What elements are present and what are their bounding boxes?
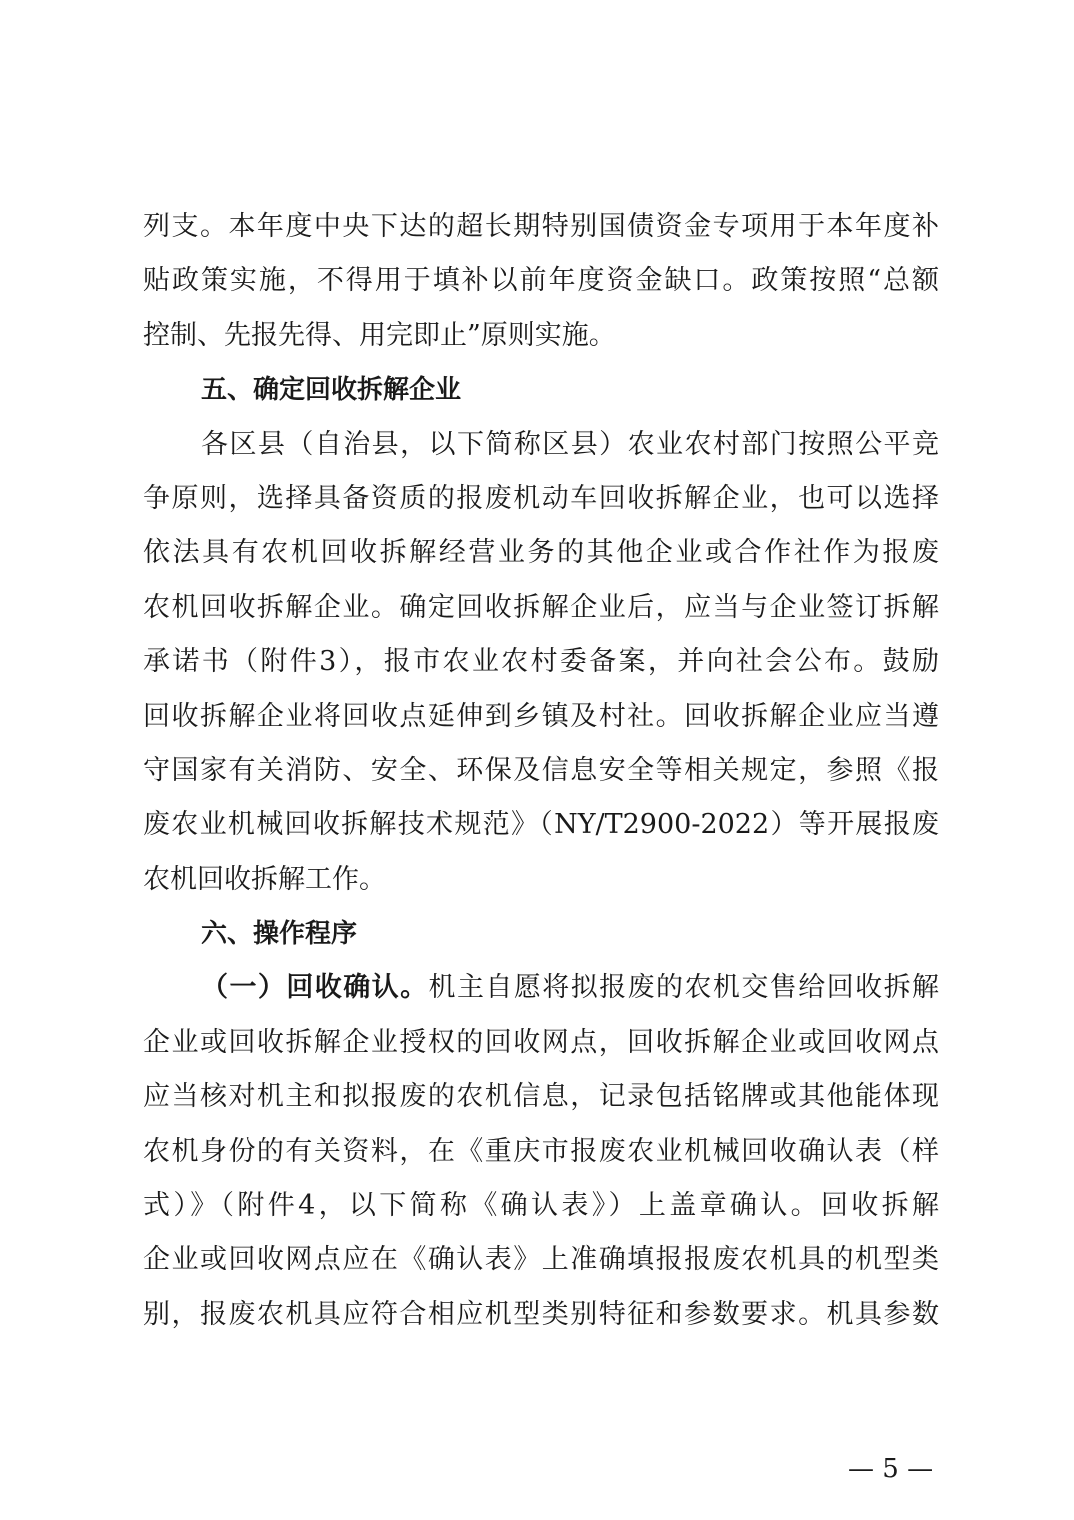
page-number: — 5 —: [848, 1454, 934, 1484]
text-line: 贴政策实施，不得用于填补以前年度资金缺口。政策按照“总额: [143, 265, 939, 297]
text-line: 承诺书（附件3），报市农业农村委备案，并向社会公布。鼓励: [143, 646, 939, 678]
subsection-heading: （一）回收确认。: [201, 972, 429, 1004]
section-heading-6: 六、操作程序: [201, 919, 358, 950]
text-line: 依法具有农机回收拆解经营业务的其他企业或合作社作为报废: [143, 537, 939, 569]
text-line: 各区县（自治县，以下简称区县）农业农村部门按照公平竞: [201, 428, 939, 460]
text-line: 废农业机械回收拆解技术规范》（NY/T2900-2022）等开展报废: [143, 809, 939, 841]
text-line: 农机回收拆解工作。: [143, 863, 386, 895]
text-line: 企业或回收拆解企业授权的回收网点，回收拆解企业或回收网点: [143, 1026, 939, 1058]
text-line: 列支。本年度中央下达的超长期特别国债资金专项用于本年度补: [143, 211, 939, 242]
text-line: 农机回收拆解企业。确定回收拆解企业后，应当与企业签订拆解: [143, 591, 939, 623]
text-line: 争原则，选择具备资质的报废机动车回收拆解企业，也可以选择: [143, 482, 939, 514]
text-line: 控制、先报先得、用完即止”原则实施。: [143, 319, 616, 351]
section-heading-5: 五、确定回收拆解企业: [201, 375, 462, 406]
text-line: 式）》（附件4，以下简称《确认表》）上盖章确认。回收拆解: [143, 1190, 939, 1222]
text-line: 农机身份的有关资料，在《重庆市报废农业机械回收确认表（样: [143, 1135, 939, 1167]
text-line: 回收拆解企业将回收点延伸到乡镇及村社。回收拆解企业应当遵: [143, 700, 939, 732]
text-line-with-bold-prefix: [143, 961, 939, 1015]
text-line: 企业或回收网点应在《确认表》上准确填报报废农机具的机型类: [143, 1244, 939, 1276]
text-line: 守国家有关消防、安全、环保及信息安全等相关规定，参照《报: [143, 754, 939, 786]
text-line: 别，报废农机具应符合相应机型类别特征和参数要求。机具参数: [143, 1298, 939, 1330]
text-run: 机主自愿将拟报废的农机交售给回收拆解: [428, 972, 940, 1004]
document-body: [143, 200, 939, 1342]
text-line: 应当核对机主和拟报废的农机信息，记录包括铭牌或其他能体现: [143, 1081, 939, 1113]
